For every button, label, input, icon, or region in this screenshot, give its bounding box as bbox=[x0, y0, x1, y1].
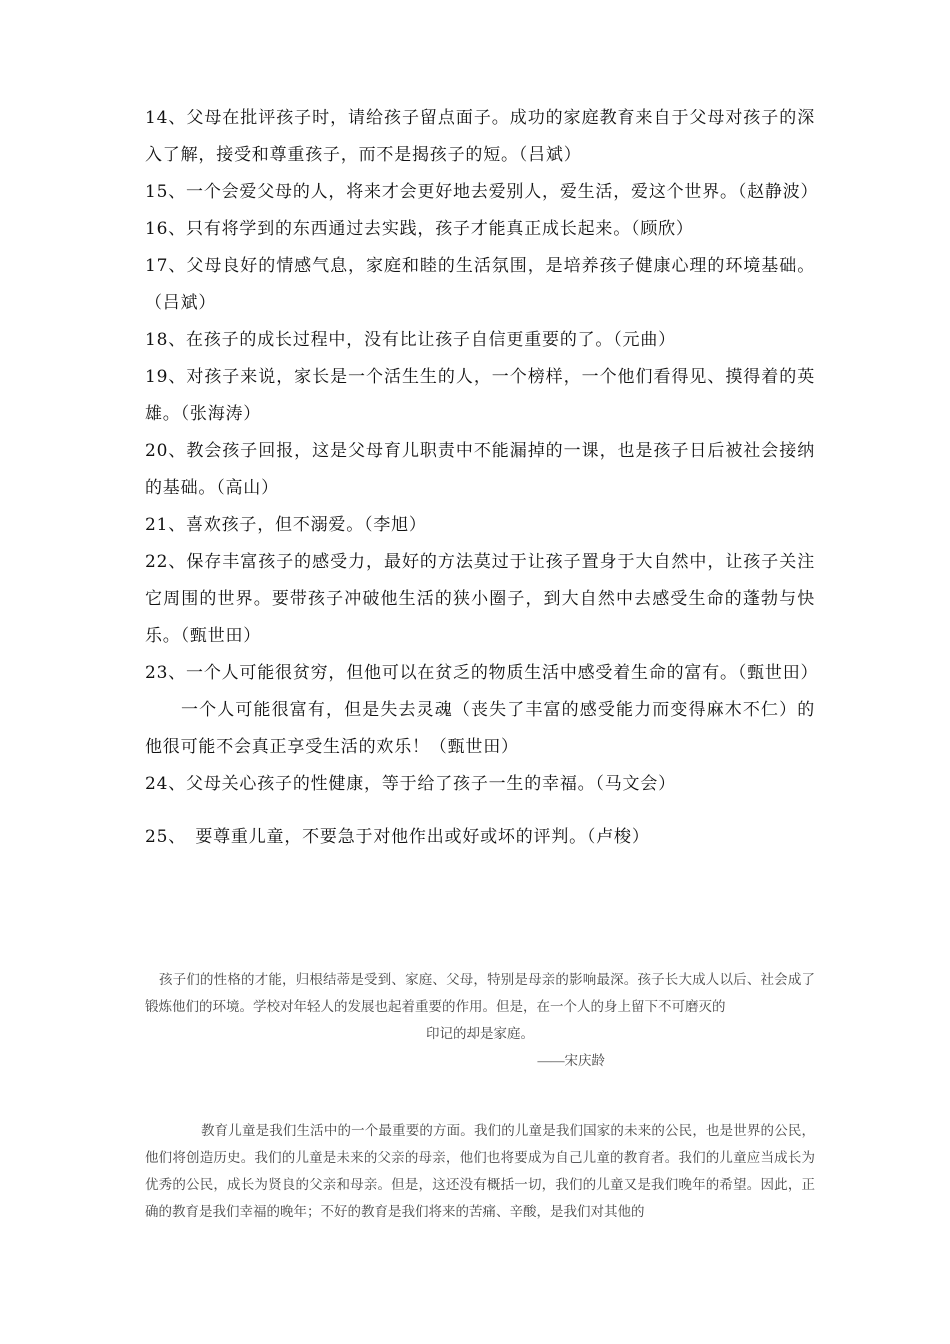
quote-23-continued: 一个人可能很富有，但是失去灵魂（丧失了丰富的感受能力而变得麻木不仁）的他很可能不会真正享受生活的欢乐！（甄世田） bbox=[145, 700, 815, 757]
quote-15: 15、一个会爱父母的人，将来才会更好地去爱别人，爱生活，爱这个世界。（赵静波） bbox=[145, 182, 819, 202]
citation-text: 孩子们的性格的才能，归根结蒂是受到、家庭、父母，特别是母亲的影响最深。孩子长大成人以后、社会成了锻炼他们的环境。学校对年轻人的发展也起着重要的作用。但是，在一个人的身上留下不可磨灭的 bbox=[145, 972, 815, 1014]
quote-18: 18、在孩子的成长过程中，没有比让孩子自信更重要的了。（元曲） bbox=[145, 330, 676, 350]
citation-last-line: 印记的却是家庭。 bbox=[426, 1026, 534, 1041]
quote-14: 14、父母在批评孩子时，请给孩子留点面子。成功的家庭教育来自于父母对孩子的深入了解，接受和尊重孩子，而不是揭孩子的短。（吕斌） bbox=[145, 108, 815, 165]
quote-20: 20、教会孩子回报，这是父母育儿职责中不能漏掉的一课，也是孩子日后被社会接纳的基础。（高山） bbox=[145, 441, 815, 498]
quote-22: 22、保存丰富孩子的感受力，最好的方法莫过于让孩子置身于大自然中，让孩子关注它周围的世界。要带孩子冲破他生活的狭小圈子，到大自然中去感受生命的蓬勃与快乐。（甄世田） bbox=[145, 552, 815, 646]
quote-16: 16、只有将学到的东西通过去实践，孩子才能真正成长起来。（顾欣） bbox=[145, 219, 694, 239]
quote-17: 17、父母良好的情感气息，家庭和睦的生活氛围，是培养孩子健康心理的环境基础。（吕斌） bbox=[145, 256, 815, 313]
essay-text: 教育儿童是我们生活中的一个最重要的方面。我们的儿童是我们国家的未来的公民，也是世界的公民，他们将创造历史。我们的儿童是未来的父亲的母亲，他们也将要成为自己儿童的教育者。我们的儿童应当成长为优秀的公民，成长为贤良的父亲和母亲。但是，这还没有概括一切，我们的儿童又是我们晚年的希望。因此，正确的教育是我们幸福的晚年；不好的教育是我们将来的苦痛、辛酸，是我们对其他的 bbox=[145, 1123, 815, 1219]
citation-block bbox=[145, 966, 815, 1074]
citation-author: ——宋庆龄 bbox=[537, 1053, 605, 1068]
quote-21: 21、喜欢孩子，但不溺爱。（李旭） bbox=[145, 515, 427, 535]
quote-list bbox=[145, 100, 819, 856]
quote-24: 24、父母关心孩子的性健康，等于给了孩子一生的幸福。（马文会） bbox=[145, 774, 676, 794]
essay-block bbox=[145, 1117, 815, 1225]
quote-25: 25、 要尊重儿童，不要急于对他作出或好或坏的评判。（卢梭） bbox=[145, 827, 650, 847]
quote-19: 19、对孩子来说，家长是一个活生生的人，一个榜样，一个他们看得见、摸得着的英雄。（张海涛） bbox=[145, 367, 815, 424]
quote-23: 23、一个人可能很贫穷，但他可以在贫乏的物质生活中感受着生命的富有。（甄世田） bbox=[145, 663, 819, 683]
